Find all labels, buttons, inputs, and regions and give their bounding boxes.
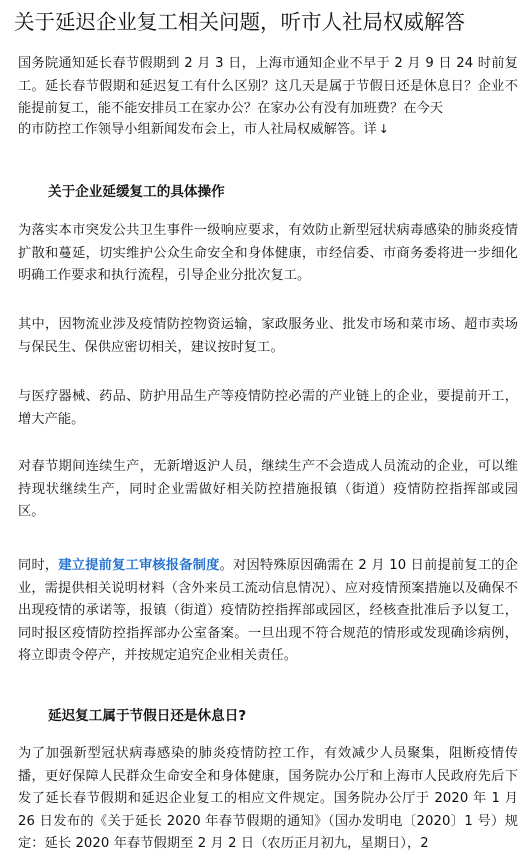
intro-paragraph-first	[18, 53, 518, 121]
arrow-down-icon[interactable]: ↓	[378, 122, 389, 136]
section-heading-holiday: 延迟复工属于节假日还是休息日?	[48, 708, 247, 724]
paragraph-rest: 。对因特殊原因确需在 2 月 10 日前提前复工的企业，需提供相关说明材料（含外来员工流动信息情况）、应对疫情预案措施以及确保不出现疫情的承诺等，报镇（街道）疫情防控指挥部或园区，经核查批准后予以复工，同时报区疫情防控指挥部办公室备案。一旦出现不符合规范的情形或发现确诊病例，将立即责令停产，并按规定追究企业相关责任。	[18, 558, 519, 663]
intro-text-a: 国务院通知延长春节假期到 2 月 3 日，上海市通知企业不早于 2 月 9 日 24 时前复工。延长春节假期和延迟复工有什么区别？这几天是属于节假日还是休息日？企业不能提前复工，能不能安排员工在家办公？在家办公有没有加班费？在今天	[18, 56, 518, 116]
section1-paragraph-1: 为落实本市突发公共卫生事件一级响应要求，有效防止新型冠状病毒感染的肺炎疫情扩散和蔓延，切实维护公众生命安全和身体健康，市经信委、市商务委将进一步细化明确工作要求和执行流程，引导企业分批次复工。	[18, 223, 518, 283]
section1-paragraph-2: 其中，因物流业涉及疫情防控物资运输，家政服务业、批发市场和菜市场、超市卖场与保民生、保供应密切相关，建议按时复工。	[18, 317, 518, 355]
review-filing-system-link[interactable]: 建立提前复工审核报备制度	[58, 558, 220, 573]
paragraph-prefix: 同时，	[18, 558, 59, 573]
section-heading-operations: 关于企业延缓复工的具体操作	[48, 184, 225, 200]
intro-text-b: 的市防控工作领导小组新闻发布会上，市人社局权威解答。详	[18, 122, 377, 137]
page-title: 关于延迟企业复工相关问题，听市人社局权威解答	[14, 10, 465, 34]
section1-paragraph-4: 对春节期间连续生产，无新增返沪人员，继续生产不会造成人员流动的企业，可以维持现状继续生产，同时企业需做好相关防控措施报镇（街道）疫情防控指挥部或园区。	[18, 459, 518, 519]
intro-paragraph-second	[18, 118, 518, 142]
section1-paragraph-5	[18, 555, 518, 668]
section1-paragraph-3: 与医疗器械、药品、防护用品生产等疫情防控必需的产业链上的企业，要提前开工，增大产能。	[18, 389, 518, 427]
section2-paragraph-1: 为了加强新型冠状病毒感染的肺炎疫情防控工作，有效减少人员聚集，阻断疫情传播，更好保障人民群众生命安全和身体健康，国务院办公厅和上海市人民政府先后下发了延长春节假期和延迟企业复工的相应文件规定。国务院办公厅于 2020 年 1 月 26 日发布的《关于延长 2020 年春节假期的通知》（国办发明电〔2020〕1 号）规定：延长 2020 年春节假期至 2 月 2 日（农历正月初九，星期日），2	[18, 746, 518, 851]
